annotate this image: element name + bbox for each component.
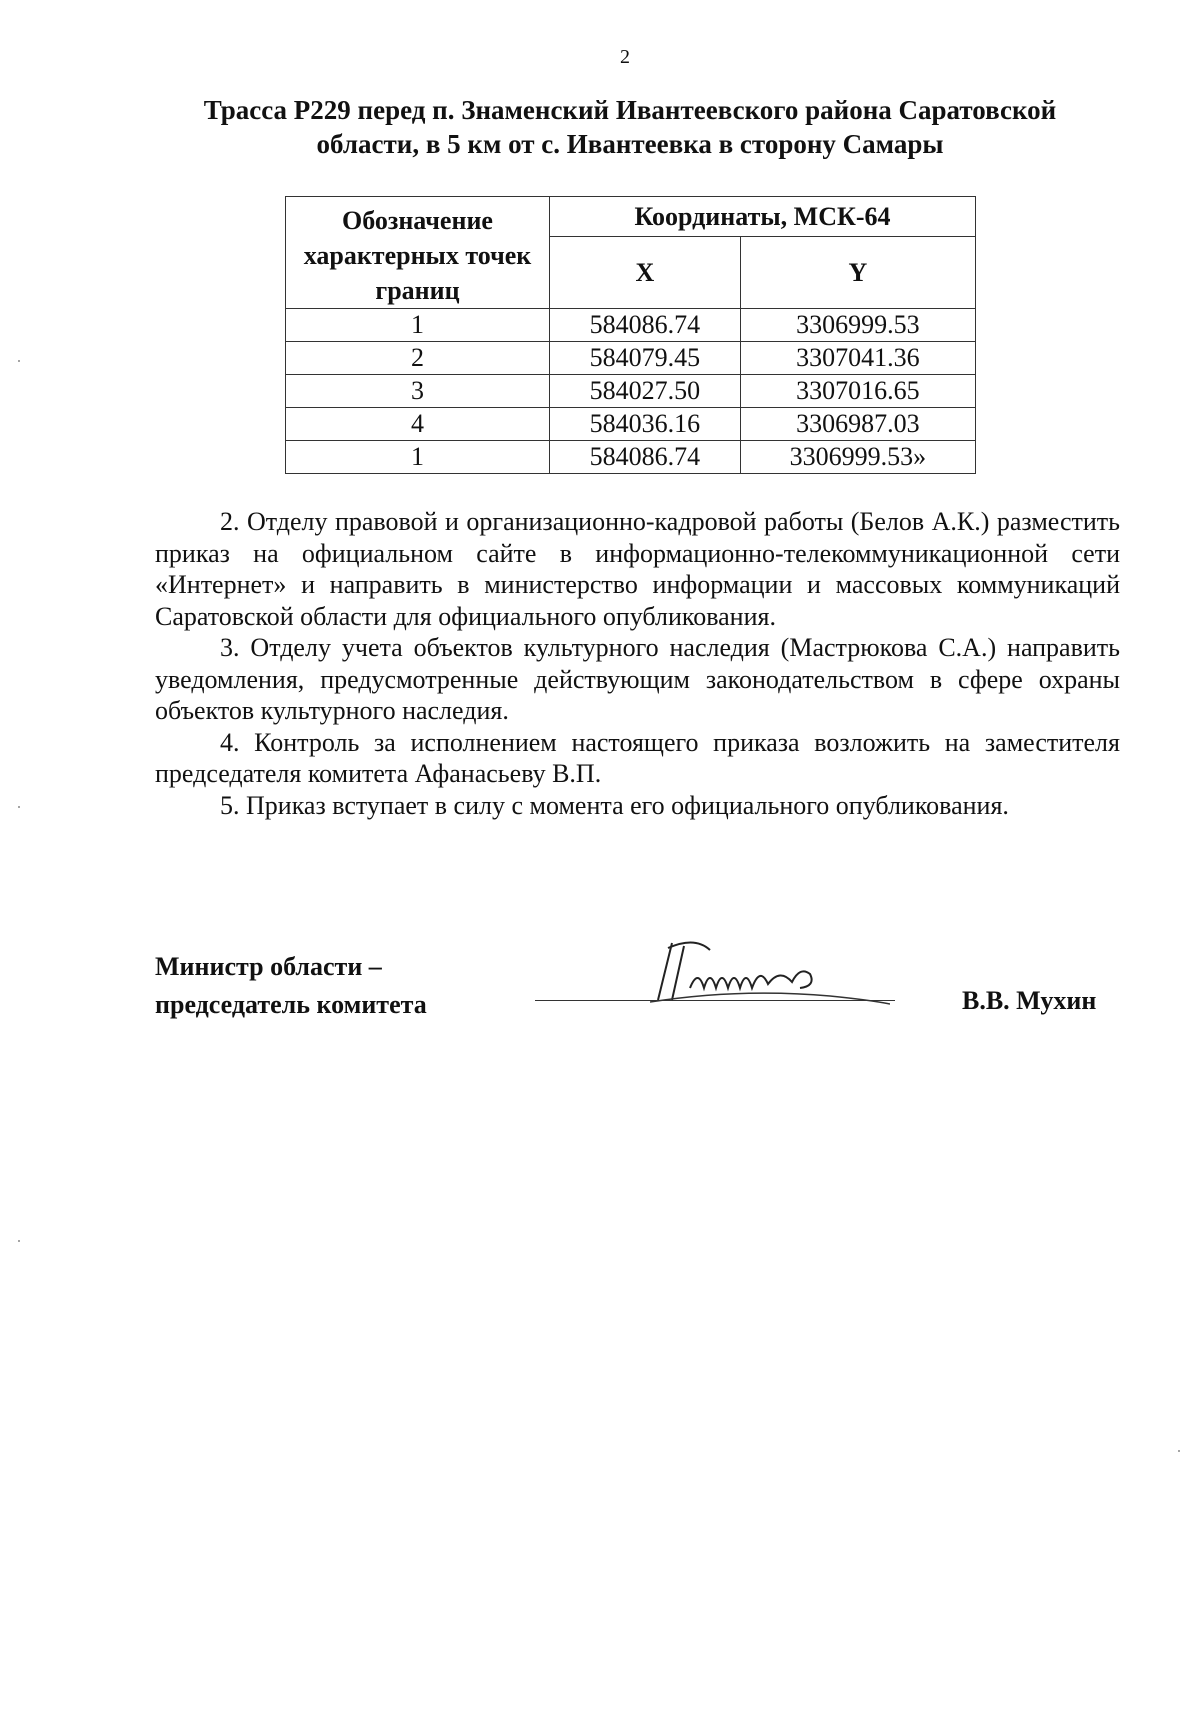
point-cell: 2: [286, 342, 550, 375]
handwritten-signature: [650, 938, 890, 1008]
y-cell: 3306999.53»: [740, 441, 975, 474]
table-row: [286, 375, 976, 408]
scan-speck: [18, 1240, 20, 1242]
scan-speck: [18, 360, 20, 362]
page-number: 2: [620, 46, 630, 68]
y-cell: 3306999.53: [740, 309, 975, 342]
signer-title-line-2: председатель комитета: [155, 990, 427, 1019]
header-x: X: [550, 237, 741, 309]
scan-speck: [18, 806, 20, 808]
header-y: Y: [740, 237, 975, 309]
x-cell: 584036.16: [550, 408, 741, 441]
header-coordinates: Координаты, МСК-64: [550, 197, 976, 237]
y-cell: 3307016.65: [740, 375, 975, 408]
header-designation: Обозначение характерных точек границ: [286, 197, 550, 309]
point-cell: 3: [286, 375, 550, 408]
table-row: [286, 309, 976, 342]
x-cell: 584086.74: [550, 309, 741, 342]
table-row: [286, 441, 976, 474]
scan-speck: [1178, 1450, 1180, 1452]
paragraph-5: 5. Приказ вступает в силу с момента его официального опубликования.: [220, 790, 1009, 820]
signer-title: [155, 948, 427, 1024]
order-body: [155, 506, 1120, 821]
signer-title-line-1: Министр области –: [155, 952, 382, 981]
point-cell: 1: [286, 441, 550, 474]
heading-line-2: области, в 5 км от с. Ивантеевка в сторону Самары: [316, 129, 944, 159]
paragraph-4: 4. Контроль за исполнением настоящего приказа возложить на заместителя председателя комитета Афанасьеву В.П.: [155, 727, 1120, 788]
x-cell: 584027.50: [550, 375, 741, 408]
point-cell: 4: [286, 408, 550, 441]
table-row: [286, 408, 976, 441]
table-row: [286, 342, 976, 375]
document-heading: [120, 93, 1140, 161]
y-cell: 3306987.03: [740, 408, 975, 441]
point-cell: 1: [286, 309, 550, 342]
signer-name: В.В. Мухин: [962, 986, 1097, 1015]
coordinates-table: [285, 196, 976, 474]
x-cell: 584079.45: [550, 342, 741, 375]
paragraph-3: 3. Отделу учета объектов культурного наследия (Мастрюкова С.А.) направить уведомления, предусмотренные действующим законодательством в сфере охраны объектов культурного наследия.: [155, 633, 1120, 725]
x-cell: 584086.74: [550, 441, 741, 474]
heading-line-1: Трасса Р229 перед п. Знаменский Ивантеевского района Саратовской: [203, 95, 1057, 125]
paragraph-2: 2. Отделу правовой и организационно-кадровой работы (Белов А.К.) разместить приказ на официальном сайте в информационно-телекоммуникационной сети «Интернет» и направить в министерство информации и массовых коммуникаций Саратовской области для официального опубликования.: [155, 507, 1120, 631]
y-cell: 3307041.36: [740, 342, 975, 375]
